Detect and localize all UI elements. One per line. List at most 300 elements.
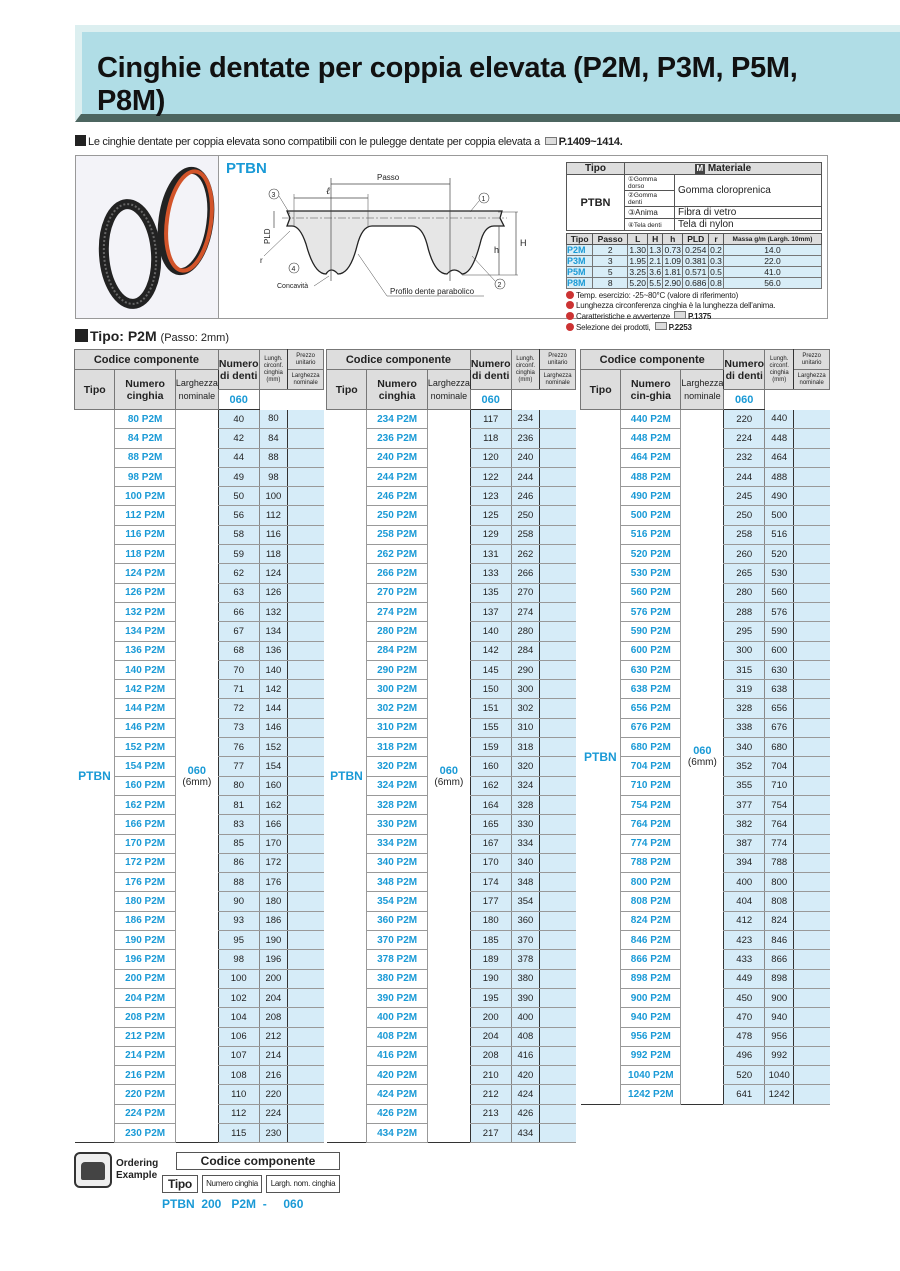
price-cell[interactable] [288, 564, 324, 583]
price-cell[interactable] [540, 795, 576, 814]
belt-length: 244 [511, 467, 540, 486]
teeth-count: 213 [470, 1104, 511, 1123]
belt-length: 212 [259, 1027, 288, 1046]
price-cell[interactable] [540, 525, 576, 544]
part-number-link[interactable]: 136 P2M [115, 641, 175, 660]
price-cell[interactable] [794, 950, 830, 969]
part-number-link[interactable]: 250 P2M [367, 506, 427, 525]
price-cell[interactable] [288, 718, 324, 737]
part-number-link[interactable]: 440 P2M [621, 410, 681, 429]
part-number-link[interactable]: 348 P2M [367, 873, 427, 892]
part-number-link[interactable]: 280 P2M [367, 622, 427, 641]
part-number-link[interactable]: 370 P2M [367, 931, 427, 950]
part-number-link[interactable]: 88 P2M [115, 448, 175, 467]
part-number-link[interactable]: 124 P2M [115, 564, 175, 583]
svg-text:PLD: PLD [263, 228, 272, 244]
part-number-link[interactable]: 378 P2M [367, 950, 427, 969]
teeth-count: 122 [470, 467, 511, 486]
part-number-link[interactable]: 166 P2M [115, 815, 175, 834]
price-cell[interactable] [794, 429, 830, 448]
belt-length: 262 [511, 545, 540, 564]
part-number-link[interactable]: 420 P2M [367, 1066, 427, 1085]
part-number-link[interactable]: 274 P2M [367, 602, 427, 621]
part-number-link[interactable]: 490 P2M [621, 487, 681, 506]
part-number-link[interactable]: 310 P2M [367, 718, 427, 737]
price-cell[interactable] [288, 757, 324, 776]
part-number-link[interactable]: 898 P2M [621, 969, 681, 988]
price-cell[interactable] [540, 1123, 576, 1142]
part-number-link[interactable]: 324 P2M [367, 776, 427, 795]
belt-length: 280 [511, 622, 540, 641]
part-number-link[interactable]: 172 P2M [115, 853, 175, 872]
part-number-link[interactable]: 140 P2M [115, 660, 175, 679]
part-number-link[interactable]: 676 P2M [621, 718, 681, 737]
teeth-count: 245 [724, 487, 765, 506]
part-number-link[interactable]: 400 P2M [367, 1008, 427, 1027]
belt-length: 186 [259, 911, 288, 930]
teeth-count: 400 [724, 873, 765, 892]
price-cell[interactable] [288, 738, 324, 757]
part-number-link[interactable]: 240 P2M [367, 448, 427, 467]
price-cell[interactable] [794, 622, 830, 641]
price-cell[interactable] [794, 680, 830, 699]
price-cell[interactable] [288, 660, 324, 679]
belt-length: 118 [259, 545, 288, 564]
part-number-link[interactable]: 160 P2M [115, 776, 175, 795]
page-reference-link[interactable]: P.1409~1414. [558, 136, 623, 148]
part-number-link[interactable]: 266 P2M [367, 564, 427, 583]
price-cell[interactable] [288, 487, 324, 506]
part-number-link[interactable]: 132 P2M [115, 602, 175, 621]
price-cell[interactable] [794, 892, 830, 911]
price-cell[interactable] [288, 931, 324, 950]
price-cell[interactable] [794, 1027, 830, 1046]
part-number-link[interactable]: 680 P2M [621, 738, 681, 757]
belt-length: 140 [259, 660, 288, 679]
part-number-link[interactable]: 118 P2M [115, 545, 175, 564]
price-cell[interactable] [540, 467, 576, 486]
part-number-link[interactable]: 656 P2M [621, 699, 681, 718]
price-cell[interactable] [540, 699, 576, 718]
price-cell[interactable] [794, 1085, 830, 1104]
part-number-link[interactable]: 146 P2M [115, 718, 175, 737]
part-number-link[interactable]: 212 P2M [115, 1027, 175, 1046]
part-number-link[interactable]: 98 P2M [115, 467, 175, 486]
price-cell[interactable] [540, 892, 576, 911]
part-number-link[interactable]: 208 P2M [115, 1008, 175, 1027]
price-cell[interactable] [794, 583, 830, 602]
price-cell[interactable] [794, 718, 830, 737]
part-number-link[interactable]: 284 P2M [367, 641, 427, 660]
part-number-link[interactable]: 318 P2M [367, 738, 427, 757]
price-cell[interactable] [540, 718, 576, 737]
price-cell[interactable] [540, 602, 576, 621]
price-cell[interactable] [288, 641, 324, 660]
part-number-link[interactable]: 216 P2M [115, 1066, 175, 1085]
belt-length: 824 [765, 911, 794, 930]
price-cell[interactable] [540, 950, 576, 969]
dim-row-p5m: P5M 5 3.25 3.6 1.81 0.571 0.5 41.0 [567, 267, 822, 278]
price-cell[interactable] [288, 1046, 324, 1065]
price-cell[interactable] [540, 757, 576, 776]
price-cell[interactable] [794, 487, 830, 506]
belt-length: 676 [765, 718, 794, 737]
part-number-link[interactable]: 390 P2M [367, 988, 427, 1007]
price-cell[interactable] [794, 988, 830, 1007]
part-number-link[interactable]: 576 P2M [621, 602, 681, 621]
part-number-link[interactable]: 236 P2M [367, 429, 427, 448]
price-cell[interactable] [288, 1066, 324, 1085]
belt-length: 408 [511, 1027, 540, 1046]
part-number-link[interactable]: 520 P2M [621, 545, 681, 564]
part-number-link[interactable]: 340 P2M [367, 853, 427, 872]
price-cell[interactable] [794, 776, 830, 795]
part-number-link[interactable]: 142 P2M [115, 680, 175, 699]
price-cell[interactable] [540, 680, 576, 699]
part-number-link[interactable]: 754 P2M [621, 795, 681, 814]
part-number-link[interactable]: 788 P2M [621, 853, 681, 872]
price-cell[interactable] [288, 988, 324, 1007]
part-number-link[interactable]: 214 P2M [115, 1046, 175, 1065]
ordering-example: Ordering Example Codice componente Tipo Numero cinghia Largh. nom. cinghia PTBN 200 P2M - 060 [74, 1148, 334, 1218]
price-cell[interactable] [794, 757, 830, 776]
part-number-link[interactable]: 1040 P2M [621, 1066, 681, 1085]
page-reference-link[interactable]: P.2253 [668, 323, 692, 332]
price-cell[interactable] [288, 795, 324, 814]
price-cell[interactable] [288, 602, 324, 621]
part-number-link[interactable]: 186 P2M [115, 911, 175, 930]
part-number-link[interactable]: 1242 P2M [621, 1085, 681, 1104]
price-cell[interactable] [794, 506, 830, 525]
price-cell[interactable] [288, 699, 324, 718]
price-cell[interactable] [288, 1104, 324, 1123]
teeth-count: 50 [218, 487, 259, 506]
part-number-link[interactable]: 290 P2M [367, 660, 427, 679]
part-number-link[interactable]: 704 P2M [621, 757, 681, 776]
part-number-link[interactable]: 900 P2M [621, 988, 681, 1007]
part-number-link[interactable]: 134 P2M [115, 622, 175, 641]
price-cell[interactable] [540, 873, 576, 892]
teeth-count: 520 [724, 1066, 765, 1085]
price-cell[interactable] [288, 583, 324, 602]
part-number-link[interactable]: 116 P2M [115, 525, 175, 544]
part-number-link[interactable]: 152 P2M [115, 738, 175, 757]
price-cell[interactable] [288, 448, 324, 467]
price-cell[interactable] [794, 815, 830, 834]
belt-length: 576 [765, 602, 794, 621]
price-cell[interactable] [794, 969, 830, 988]
part-number-link[interactable]: 190 P2M [115, 931, 175, 950]
belt-length: 270 [511, 583, 540, 602]
part-number-link[interactable]: 200 P2M [115, 969, 175, 988]
part-number-link[interactable]: 846 P2M [621, 931, 681, 950]
price-cell[interactable] [540, 834, 576, 853]
price-cell[interactable] [540, 1046, 576, 1065]
teeth-count: 131 [470, 545, 511, 564]
teeth-count: 355 [724, 776, 765, 795]
price-cell[interactable] [288, 525, 324, 544]
teeth-count: 76 [218, 738, 259, 757]
part-number-link[interactable]: 808 P2M [621, 892, 681, 911]
belt-length: 416 [511, 1046, 540, 1065]
price-cell[interactable] [288, 969, 324, 988]
teeth-count: 200 [470, 1008, 511, 1027]
price-cell[interactable] [540, 1027, 576, 1046]
price-cell[interactable] [288, 429, 324, 448]
price-cell[interactable] [540, 1104, 576, 1123]
teeth-count: 449 [724, 969, 765, 988]
teeth-count: 195 [470, 988, 511, 1007]
part-number-link[interactable]: 80 P2M [115, 410, 175, 429]
price-cell[interactable] [288, 1123, 324, 1142]
part-number-link[interactable]: 354 P2M [367, 892, 427, 911]
price-cell[interactable] [794, 448, 830, 467]
part-number-link[interactable]: 176 P2M [115, 873, 175, 892]
price-cell[interactable] [288, 776, 324, 795]
part-number-link[interactable]: 992 P2M [621, 1046, 681, 1065]
price-cell[interactable] [288, 853, 324, 872]
part-number-link[interactable]: 112 P2M [115, 506, 175, 525]
price-cell[interactable] [794, 1046, 830, 1065]
price-cell[interactable] [540, 738, 576, 757]
part-number-link[interactable]: 162 P2M [115, 795, 175, 814]
price-cell[interactable] [794, 545, 830, 564]
price-cell[interactable] [794, 699, 830, 718]
teeth-count: 212 [470, 1085, 511, 1104]
belt-length: 224 [259, 1104, 288, 1123]
price-cell[interactable] [540, 815, 576, 834]
book-reference-icon [674, 311, 686, 319]
part-number-link[interactable]: 334 P2M [367, 834, 427, 853]
teeth-count: 151 [470, 699, 511, 718]
part-number-link[interactable]: 224 P2M [115, 1104, 175, 1123]
price-cell[interactable] [540, 564, 576, 583]
part-number-link[interactable]: 230 P2M [115, 1123, 175, 1142]
price-cell[interactable] [288, 410, 324, 429]
teeth-count: 66 [218, 602, 259, 621]
price-cell[interactable] [288, 467, 324, 486]
part-number-link[interactable]: 196 P2M [115, 950, 175, 969]
price-cell[interactable] [540, 988, 576, 1007]
part-number-link[interactable]: 630 P2M [621, 660, 681, 679]
price-cell[interactable] [288, 873, 324, 892]
price-cell[interactable] [540, 660, 576, 679]
teeth-count: 174 [470, 873, 511, 892]
price-cell[interactable] [794, 410, 830, 429]
part-number-link[interactable]: 800 P2M [621, 873, 681, 892]
part-number-link[interactable]: 500 P2M [621, 506, 681, 525]
price-cell[interactable] [540, 410, 576, 429]
part-number-link[interactable]: 262 P2M [367, 545, 427, 564]
price-cell[interactable] [794, 660, 830, 679]
price-cell[interactable] [540, 1085, 576, 1104]
price-cell[interactable] [540, 429, 576, 448]
bullet-square-icon [75, 135, 86, 146]
part-number-link[interactable]: 244 P2M [367, 467, 427, 486]
part-number-link[interactable]: 560 P2M [621, 583, 681, 602]
part-number-link[interactable]: 940 P2M [621, 1008, 681, 1027]
part-number-link[interactable]: 866 P2M [621, 950, 681, 969]
price-cell[interactable] [794, 525, 830, 544]
price-cell[interactable] [794, 795, 830, 814]
price-cell[interactable] [794, 738, 830, 757]
part-number-link[interactable]: 408 P2M [367, 1027, 427, 1046]
part-number-link[interactable]: 258 P2M [367, 525, 427, 544]
teeth-count: 86 [218, 853, 259, 872]
teeth-count: 217 [470, 1123, 511, 1142]
part-number-link[interactable]: 328 P2M [367, 795, 427, 814]
price-cell[interactable] [540, 911, 576, 930]
teeth-count: 394 [724, 853, 765, 872]
price-cell[interactable] [794, 467, 830, 486]
part-number-link[interactable]: 204 P2M [115, 988, 175, 1007]
width-code-060[interactable]: 060 [724, 390, 765, 410]
part-number-link[interactable]: 956 P2M [621, 1027, 681, 1046]
part-number-link[interactable]: 270 P2M [367, 583, 427, 602]
part-number-link[interactable]: 180 P2M [115, 892, 175, 911]
part-number-link[interactable]: 154 P2M [115, 757, 175, 776]
part-number-link[interactable]: 774 P2M [621, 834, 681, 853]
price-cell[interactable] [540, 448, 576, 467]
part-number-link[interactable]: 220 P2M [115, 1085, 175, 1104]
part-number-link[interactable]: 144 P2M [115, 699, 175, 718]
price-cell[interactable] [540, 583, 576, 602]
belt-length: 898 [765, 969, 794, 988]
price-cell[interactable] [288, 950, 324, 969]
price-cell[interactable] [794, 834, 830, 853]
price-cell[interactable] [288, 680, 324, 699]
teeth-count: 170 [470, 853, 511, 872]
caution-icon [566, 312, 574, 320]
teeth-count: 115 [218, 1123, 259, 1142]
part-number-link[interactable]: 234 P2M [367, 410, 427, 429]
price-cell[interactable] [288, 1085, 324, 1104]
price-cell[interactable] [288, 911, 324, 930]
part-number-link[interactable]: 416 P2M [367, 1046, 427, 1065]
price-cell[interactable] [288, 1027, 324, 1046]
part-number-link[interactable]: 380 P2M [367, 969, 427, 988]
price-cell[interactable] [540, 1008, 576, 1027]
part-number-link[interactable]: 424 P2M [367, 1085, 427, 1104]
part-number-link[interactable]: 320 P2M [367, 757, 427, 776]
teeth-count: 107 [218, 1046, 259, 1065]
teeth-count: 167 [470, 834, 511, 853]
part-number-link[interactable]: 360 P2M [367, 911, 427, 930]
part-number-link[interactable]: 824 P2M [621, 911, 681, 930]
part-number-link[interactable]: 590 P2M [621, 622, 681, 641]
price-cell[interactable] [288, 892, 324, 911]
price-cell[interactable] [288, 1008, 324, 1027]
material-table: Tipo M Materiale PTBN ①Gomma dorso Gomma cloroprenica ②Gomma denti ③Anima Fibra di vetro ④Tela denti Tela di nylon [566, 162, 822, 231]
belt-length: 320 [511, 757, 540, 776]
width-code-060[interactable]: 060 [470, 390, 511, 410]
belt-length: 500 [765, 506, 794, 525]
part-number-link[interactable]: 300 P2M [367, 680, 427, 699]
price-cell[interactable] [540, 622, 576, 641]
svg-text:1: 1 [481, 196, 486, 203]
belt-length: 190 [259, 931, 288, 950]
part-number-link[interactable]: 100 P2M [115, 487, 175, 506]
belt-length: 638 [765, 680, 794, 699]
price-cell[interactable] [540, 545, 576, 564]
price-cell[interactable] [540, 487, 576, 506]
price-cell[interactable] [288, 815, 324, 834]
table-row [327, 410, 576, 429]
price-cell[interactable] [288, 622, 324, 641]
price-cell[interactable] [288, 506, 324, 525]
price-cell[interactable] [794, 873, 830, 892]
price-cell[interactable] [540, 969, 576, 988]
belt-length: 400 [511, 1008, 540, 1027]
tooth-profile-diagram [222, 156, 562, 318]
price-cell[interactable] [540, 1066, 576, 1085]
part-number-link[interactable]: 302 P2M [367, 699, 427, 718]
price-cell[interactable] [794, 564, 830, 583]
teeth-count: 641 [724, 1085, 765, 1104]
part-number-link[interactable]: 246 P2M [367, 487, 427, 506]
price-cell[interactable] [794, 641, 830, 660]
belt-length: 390 [511, 988, 540, 1007]
part-number-link[interactable]: 488 P2M [621, 467, 681, 486]
teeth-count: 80 [218, 776, 259, 795]
price-cell[interactable] [794, 911, 830, 930]
part-number-link[interactable]: 170 P2M [115, 834, 175, 853]
belt-length: 170 [259, 834, 288, 853]
part-number-link[interactable]: 764 P2M [621, 815, 681, 834]
part-number-link[interactable]: 600 P2M [621, 641, 681, 660]
teeth-count: 319 [724, 680, 765, 699]
part-number-link[interactable]: 426 P2M [367, 1104, 427, 1123]
notes-list [566, 291, 826, 333]
price-cell[interactable] [288, 545, 324, 564]
teeth-count: 68 [218, 641, 259, 660]
belt-length: 310 [511, 718, 540, 737]
price-cell[interactable] [540, 776, 576, 795]
part-number-link[interactable]: 464 P2M [621, 448, 681, 467]
tipo-cell: PTBN [584, 749, 617, 764]
width-code-060[interactable]: 060 [218, 390, 259, 410]
part-number-link[interactable]: 84 P2M [115, 429, 175, 448]
part-number-link[interactable]: 710 P2M [621, 776, 681, 795]
part-number-link[interactable]: 448 P2M [621, 429, 681, 448]
part-number-link[interactable]: 434 P2M [367, 1123, 427, 1142]
price-cell[interactable] [540, 506, 576, 525]
price-cell[interactable] [794, 602, 830, 621]
price-cell[interactable] [794, 1008, 830, 1027]
page-reference-link[interactable]: P.1375 [688, 312, 712, 321]
belt-length: 300 [511, 680, 540, 699]
price-cell[interactable] [794, 931, 830, 950]
part-number-link[interactable]: 638 P2M [621, 680, 681, 699]
price-cell[interactable] [794, 853, 830, 872]
part-number-link[interactable]: 126 P2M [115, 583, 175, 602]
belt-length: 764 [765, 815, 794, 834]
price-cell[interactable] [540, 931, 576, 950]
teeth-count: 190 [470, 969, 511, 988]
part-number-link[interactable]: 530 P2M [621, 564, 681, 583]
part-number-link[interactable]: 330 P2M [367, 815, 427, 834]
price-cell[interactable] [794, 1066, 830, 1085]
belt-length: 516 [765, 525, 794, 544]
teeth-count: 83 [218, 815, 259, 834]
part-number-link[interactable]: 516 P2M [621, 525, 681, 544]
belt-length: 88 [259, 448, 288, 467]
belt-length: 172 [259, 853, 288, 872]
price-cell[interactable] [288, 834, 324, 853]
teeth-count: 338 [724, 718, 765, 737]
price-cell[interactable] [540, 641, 576, 660]
price-cell[interactable] [540, 853, 576, 872]
